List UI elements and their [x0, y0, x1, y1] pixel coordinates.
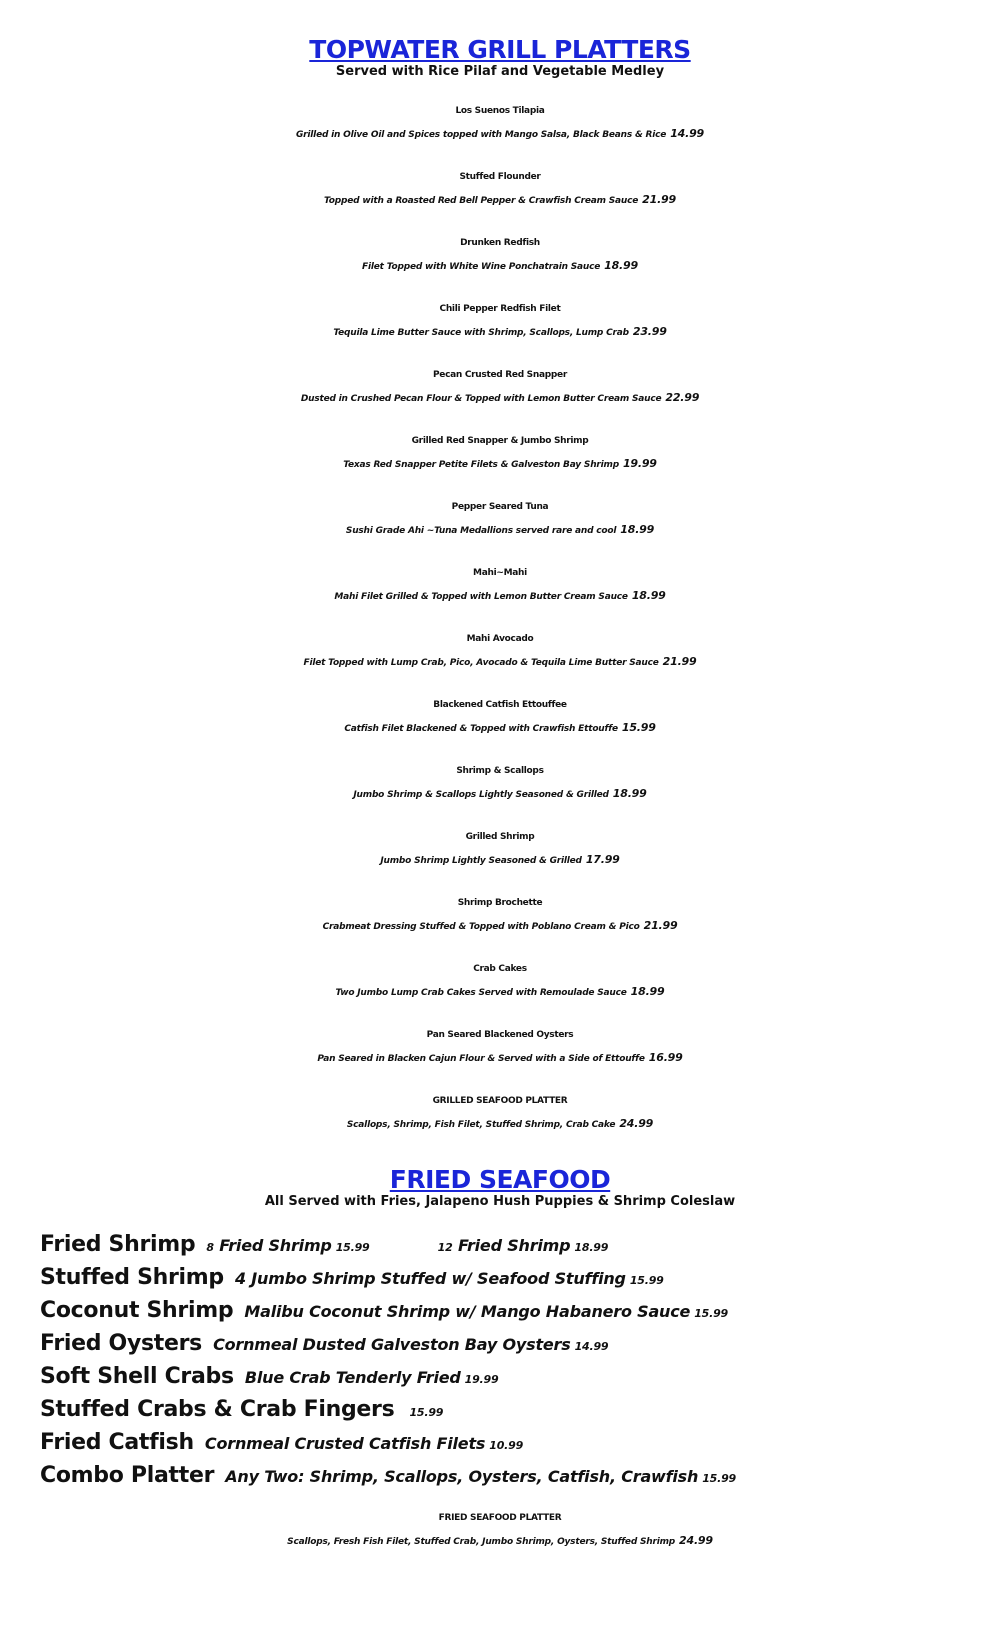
- price-label: 18.99: [612, 787, 647, 800]
- grill-item-name: Shrimp Brochette: [457, 898, 543, 908]
- grill-item-desc: Tequila Lime Butter Sauce with Shrimp, Scallops, Lump Crab 23.99: [333, 325, 667, 338]
- fried-platter-desc: Scallops, Fresh Fish Filet, Stuffed Crab, Jumbo Shrimp, Oysters, Stuffed Shrimp 24.99: [287, 1534, 713, 1547]
- price-label: 14.99: [670, 127, 704, 140]
- price-label: 15.99: [629, 1274, 664, 1287]
- price-label: 15.99: [621, 721, 656, 734]
- price-label: 18.99: [631, 589, 666, 602]
- price-label: 15.99: [702, 1472, 736, 1485]
- fried-item-desc: Malibu Coconut Shrimp w/ Mango Habanero Sauce 15.99: [244, 1302, 728, 1321]
- grill-item: [0, 230, 1000, 277]
- grill-item: [0, 824, 1000, 871]
- grill-item: [0, 1022, 1000, 1069]
- grill-item-desc: Topped with a Roasted Red Bell Pepper & Crawfish Cream Sauce 21.99: [324, 193, 676, 206]
- grill-item: [0, 494, 1000, 541]
- grill-item: [0, 890, 1000, 937]
- grill-item-name: Pepper Seared Tuna: [451, 502, 549, 512]
- grill-item-name: GRILLED SEAFOOD PLATTER: [432, 1096, 568, 1106]
- grill-item-desc: Crabmeat Dressing Stuffed & Topped with Poblano Cream & Pico 21.99: [322, 919, 678, 932]
- grill-item-desc: Jumbo Shrimp & Scallops Lightly Seasoned & Grilled 18.99: [353, 787, 647, 800]
- grill-item-name: Pecan Crusted Red Snapper: [433, 370, 567, 380]
- grill-item-name: Crab Cakes: [473, 964, 527, 974]
- grill-item-desc: Mahi Filet Grilled & Topped with Lemon Butter Cream Sauce 18.99: [334, 589, 666, 602]
- grill-item-desc: Two Jumbo Lump Crab Cakes Served with Remoulade Sauce 18.99: [335, 985, 665, 998]
- grill-item: [0, 164, 1000, 211]
- fried-item-desc: 4 Jumbo Shrimp Stuffed w/ Seafood Stuffing 15.99: [234, 1269, 664, 1288]
- fried-item-name: Fried Catfish: [40, 1430, 194, 1455]
- grill-item: [0, 626, 1000, 673]
- grill-item-desc: Grilled in Olive Oil and Spices topped with Mango Salsa, Black Beans & Rice 14.99: [295, 127, 704, 140]
- grill-item-name: Mahi Avocado: [466, 634, 534, 644]
- grill-item: [0, 692, 1000, 739]
- fried-item: [40, 1298, 728, 1323]
- fried-item: [40, 1265, 664, 1290]
- fried-item: [40, 1331, 608, 1356]
- price-label: 21.99: [662, 655, 697, 668]
- grill-section-header: [0, 36, 1000, 80]
- price-label: 18.99: [574, 1241, 609, 1254]
- fried-item: [40, 1232, 608, 1257]
- grill-section-title: TOPWATER GRILL PLATTERS: [309, 35, 691, 64]
- price-label: 17.99: [585, 853, 620, 866]
- price-label: 21.99: [643, 919, 678, 932]
- price-label: 19.99: [622, 457, 657, 470]
- fried-item-desc: [405, 1401, 443, 1420]
- grill-item-name: Grilled Shrimp: [465, 832, 535, 842]
- fried-platter-name: FRIED SEAFOOD PLATTER: [438, 1513, 562, 1523]
- grill-item-name: Pan Seared Blackened Oysters: [426, 1030, 574, 1040]
- grill-item-name: Blackened Catfish Ettouffee: [433, 700, 567, 710]
- grill-item: [0, 98, 1000, 145]
- fried-item: [40, 1364, 498, 1389]
- fried-section-header: [0, 1166, 1000, 1210]
- grill-item-desc: Scallops, Shrimp, Fish Filet, Stuffed Shrimp, Crab Cake 24.99: [346, 1117, 654, 1130]
- grill-section-subtitle: Served with Rice Pilaf and Vegetable Medley: [335, 64, 665, 79]
- grill-item-desc: Catfish Filet Blackened & Topped with Crawfish Ettouffe 15.99: [344, 721, 656, 734]
- grill-item-name: Los Suenos Tilapia: [455, 106, 545, 116]
- grill-item-desc: Filet Topped with White Wine Ponchatrain Sauce 18.99: [362, 259, 638, 272]
- price-label: 18.99: [620, 523, 655, 536]
- price-label: 15.99: [409, 1406, 444, 1419]
- grill-item: [0, 560, 1000, 607]
- grill-item-name: Grilled Red Snapper & Jumbo Shrimp: [411, 436, 589, 446]
- grill-item: [0, 956, 1000, 1003]
- grill-item: [0, 296, 1000, 343]
- fried-item-desc: 8 Fried Shrimp 15.99: [206, 1236, 370, 1255]
- price-label: 19.99: [464, 1373, 499, 1386]
- fried-section-subtitle: All Served with Fries, Jalapeno Hush Puppies & Shrimp Coleslaw: [264, 1194, 736, 1209]
- grill-item-name: Chili Pepper Redfish Filet: [439, 304, 561, 314]
- price-label: 21.99: [642, 193, 676, 206]
- fried-item-desc: Any Two: Shrimp, Scallops, Oysters, Catfish, Crawfish 15.99: [225, 1467, 736, 1486]
- fried-item-name: Stuffed Shrimp: [40, 1265, 224, 1290]
- grill-item-name: Mahi~Mahi: [473, 568, 527, 578]
- price-label: 14.99: [574, 1340, 609, 1353]
- grill-item: [0, 428, 1000, 475]
- fried-item-name: Stuffed Crabs & Crab Fingers: [40, 1397, 395, 1422]
- fried-item-name: Fried Oysters: [40, 1331, 202, 1356]
- fried-item-desc: 12 Fried Shrimp 18.99: [437, 1236, 609, 1255]
- fried-item: [40, 1430, 523, 1455]
- fried-item-desc: Cornmeal Dusted Galveston Bay Oysters 14.99: [213, 1335, 609, 1354]
- fried-item-desc: Cornmeal Crusted Catfish Filets 10.99: [204, 1434, 524, 1453]
- price-label: 10.99: [489, 1439, 524, 1452]
- fried-item: [40, 1463, 736, 1488]
- fried-section-title: FRIED SEAFOOD: [389, 1165, 611, 1194]
- price-label: 18.99: [604, 259, 638, 272]
- grill-item-desc: Jumbo Shrimp Lightly Seasoned & Grilled 17.99: [380, 853, 620, 866]
- fried-item-desc: Blue Crab Tenderly Fried 19.99: [244, 1368, 499, 1387]
- fried-item-name: Coconut Shrimp: [40, 1298, 234, 1323]
- grill-item-name: Drunken Redfish: [460, 238, 540, 248]
- grill-item: [0, 1088, 1000, 1135]
- grill-item-desc: Sushi Grade Ahi ~Tuna Medallions served rare and cool 18.99: [345, 523, 655, 536]
- price-label: 24.99: [619, 1117, 654, 1130]
- grill-item-desc: Pan Seared in Blacken Cajun Flour & Served with a Side of Ettouffe 16.99: [317, 1051, 683, 1064]
- price-label: 16.99: [648, 1051, 683, 1064]
- fried-item-name: Combo Platter: [40, 1463, 215, 1488]
- grill-item: [0, 362, 1000, 409]
- grill-item-desc: Dusted in Crushed Pecan Flour & Topped with Lemon Butter Cream Sauce 22.99: [300, 391, 700, 404]
- grill-item-desc: Filet Topped with Lump Crab, Pico, Avocado & Tequila Lime Butter Sauce 21.99: [303, 655, 697, 668]
- fried-item-name: Fried Shrimp: [40, 1232, 196, 1257]
- grill-item-name: Stuffed Flounder: [459, 172, 541, 182]
- price-label: 15.99: [335, 1241, 370, 1254]
- price-label: 23.99: [632, 325, 667, 338]
- grill-item-desc: Texas Red Snapper Petite Filets & Galveston Bay Shrimp 19.99: [343, 457, 657, 470]
- fried-item-name: Soft Shell Crabs: [40, 1364, 234, 1389]
- price-label: 18.99: [630, 985, 665, 998]
- fried-item: [40, 1397, 443, 1422]
- grill-item-name: Shrimp & Scallops: [456, 766, 544, 776]
- price-label: 22.99: [665, 391, 700, 404]
- price-label: 15.99: [694, 1307, 728, 1320]
- grill-item: [0, 758, 1000, 805]
- fried-platter: [0, 1505, 1000, 1552]
- price-label: 24.99: [679, 1534, 713, 1547]
